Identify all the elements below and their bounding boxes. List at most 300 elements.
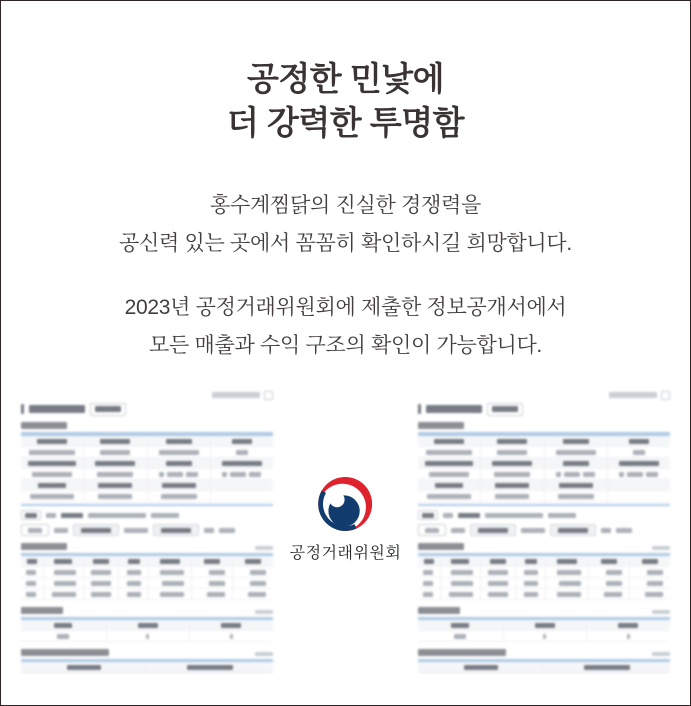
doc-section-deposit: [21, 648, 273, 656]
disclosure-paragraph: [1, 289, 690, 365]
blurred-text-bar: [563, 461, 589, 466]
doc-button: [153, 524, 199, 536]
doc-table-row: [418, 491, 670, 502]
doc-table-cell: [516, 578, 546, 588]
blurred-text-bar: [488, 581, 508, 586]
blurred-text-bar: [418, 649, 506, 656]
blurred-text-bar: [429, 472, 469, 477]
doc-table-cell: [84, 578, 119, 588]
doc-table-cell: [233, 556, 273, 566]
blurred-text-bar: [495, 494, 529, 499]
doc-table-cell: [233, 567, 273, 577]
doc-table-cell: [119, 567, 149, 577]
doc-table-cell: [211, 469, 273, 479]
doc-table-cell: [418, 458, 481, 468]
blurred-text-bar: [98, 494, 132, 499]
blurred-text-bar: [454, 634, 466, 639]
blurred-text-bar: [451, 581, 473, 586]
doc-table-cell: [608, 447, 670, 457]
doc-table-cell: [418, 631, 504, 641]
doc-table-cell: [589, 556, 629, 566]
blurred-text-bar: [490, 559, 506, 564]
blurred-text-bar: [557, 592, 581, 597]
doc-table-overview: [21, 432, 273, 502]
doc-table-cell: [107, 631, 190, 641]
blurred-text-bar: [524, 592, 538, 597]
blurred-text-bar: [21, 543, 67, 550]
doc-table-cell: [148, 491, 211, 501]
blurred-text-bar: [127, 592, 141, 597]
doc-table-cell: [418, 567, 441, 577]
doc-table-outlets: [21, 553, 273, 600]
doc-table-cell: [630, 578, 670, 588]
doc-table-cell: [149, 556, 192, 566]
doc-table-cell: [84, 480, 147, 490]
doc-notice-controls: [21, 524, 273, 536]
blurred-text-bar: [160, 570, 184, 575]
blurred-text-bar: [167, 472, 183, 477]
doc-table-cell: [630, 589, 670, 599]
blurred-text-bar: [427, 494, 471, 499]
blurred-text-bar: [606, 581, 622, 586]
doc-table-row: [21, 436, 273, 447]
doc-table-cell: [441, 567, 481, 577]
blurred-text-bar: [37, 439, 67, 444]
doc-table-cell: [148, 447, 211, 457]
blurred-text-bar: [159, 450, 199, 455]
doc-table-cell: [21, 469, 84, 479]
blurred-text-bar: [32, 472, 72, 477]
blurred-text-bar: [619, 461, 659, 466]
doc-table-cell: [481, 480, 544, 490]
doc-table-cell: [21, 620, 107, 630]
blurred-text-bar: [557, 570, 581, 575]
blurred-text-bar: [162, 581, 184, 586]
doc-table-row: [21, 662, 273, 673]
blurred-text-bar: [128, 559, 140, 564]
doc-table-cell: [516, 556, 546, 566]
blurred-text-bar: [451, 528, 465, 533]
blurred-text-bar: [91, 570, 111, 575]
blurred-text-bar: [435, 483, 463, 488]
blurred-text-bar: [423, 592, 433, 597]
blurred-text-bar: [559, 581, 581, 586]
doc-table-cell: [21, 589, 44, 599]
blurred-text-bar: [245, 559, 261, 564]
doc-table-cell: [149, 578, 192, 588]
blurred-text-bar: [485, 513, 543, 518]
blurred-text-bar: [21, 607, 63, 614]
blurred-text-bar: [583, 472, 595, 477]
blurred-text-bar: [488, 592, 508, 597]
doc-table-cell: [544, 662, 670, 672]
blurred-text-bar: [67, 665, 101, 670]
doc-table-cell: [545, 491, 608, 501]
blurred-text-bar: [524, 570, 538, 575]
doc-table-cell: [211, 480, 273, 490]
doc-table-cell: [418, 469, 481, 479]
blurred-text-bar: [81, 528, 111, 533]
doc-table-cell: [149, 567, 192, 577]
doc-table-cell: [44, 578, 84, 588]
blurred-text-bar: [646, 472, 658, 477]
document-thumbnail-2: [418, 391, 670, 673]
doc-table-cell: [418, 556, 441, 566]
blurred-text-bar: [556, 450, 596, 455]
blurred-text-bar: [100, 439, 130, 444]
blurred-text-bar: [161, 494, 197, 499]
doc-table-cell: [481, 447, 544, 457]
blurred-text-bar: [558, 528, 588, 533]
blurred-text-bar: [488, 570, 508, 575]
doc-table-row: [418, 620, 670, 631]
blurred-text-bar: [124, 528, 148, 533]
doc-table-cell: [21, 491, 84, 501]
blurred-text-bar: [222, 461, 262, 466]
doc-table-deposit: [21, 659, 273, 673]
doc-notice-controls: [418, 524, 670, 536]
doc-table-row: [21, 556, 273, 567]
blurred-text-bar: [54, 570, 76, 575]
blurred-text-bar: [434, 439, 464, 444]
blurred-text-bar: [652, 652, 670, 656]
blurred-text-bar: [647, 581, 663, 586]
title-line-1: 공정한 민낯에: [247, 60, 444, 97]
blurred-text-bar: [492, 461, 532, 466]
blurred-text-bar: [633, 450, 645, 455]
blurred-text-bar: [618, 623, 638, 628]
doc-section-fee: [418, 606, 670, 614]
doc-table-cell: [481, 436, 544, 446]
doc-table-cell: [148, 458, 211, 468]
doc-table-row: [418, 578, 670, 589]
blurred-text-bar: [584, 665, 630, 670]
doc-table-cell: [148, 436, 211, 446]
blurred-text-bar: [204, 559, 220, 564]
doc-table-cell: [546, 556, 589, 566]
doc-table-cell: [418, 491, 481, 501]
doc-table-cell: [481, 469, 544, 479]
doc-table-cell: [608, 469, 670, 479]
blurred-text-bar: [166, 439, 192, 444]
blurred-text-bar: [619, 472, 624, 477]
blurred-text-bar: [93, 559, 109, 564]
table-accent-bar: [21, 504, 273, 506]
doc-table-cell: [418, 447, 481, 457]
blurred-text-bar: [418, 404, 421, 414]
doc-table-cell: [608, 491, 670, 501]
blurred-text-bar: [627, 472, 643, 477]
blurred-text-bar: [207, 592, 225, 597]
blurred-text-bar: [26, 581, 36, 586]
doc-table-overview: [418, 432, 670, 502]
blurred-text-bar: [230, 472, 246, 477]
doc-table-cell: [587, 620, 670, 630]
doc-table-row: [21, 480, 273, 491]
blurred-text-bar: [46, 513, 56, 518]
doc-table-cell: [192, 567, 232, 577]
blurred-text-bar: [255, 652, 273, 656]
doc-heading: [418, 403, 670, 415]
blurred-text-bar: [426, 450, 472, 455]
doc-table-row: [21, 589, 273, 600]
blurred-text-bar: [604, 592, 622, 597]
blurred-text-bar: [249, 472, 261, 477]
blurred-text-bar: [525, 559, 537, 564]
blurred-text-bar: [54, 528, 68, 533]
blurred-text-bar: [418, 543, 464, 550]
blurred-text-bar: [425, 528, 439, 533]
doc-table-cell: [481, 491, 544, 501]
doc-section-fee: [21, 606, 273, 614]
doc-table-row: [21, 631, 273, 642]
blurred-text-bar: [95, 406, 121, 412]
doc-table-cell: [190, 631, 273, 641]
doc-section-overview: [418, 421, 670, 429]
blurred-text-bar: [61, 513, 83, 518]
doc-chip: [90, 403, 126, 416]
doc-notice-line: [21, 509, 273, 521]
doc-table-fee: [418, 617, 670, 642]
doc-table-fee: [21, 617, 273, 642]
intro-line-1: 홍수계찜닭의 진실한 경쟁력을: [210, 194, 481, 217]
blurred-text-bar: [451, 623, 469, 628]
page-title: [1, 1, 690, 145]
blurred-text-bar: [30, 494, 74, 499]
blurred-text-bar: [524, 581, 538, 586]
blurred-text-bar: [250, 581, 266, 586]
doc-table-cell: [481, 578, 516, 588]
doc-table-cell: [84, 556, 119, 566]
blurred-text-bar: [209, 581, 225, 586]
blurred-text-bar: [609, 392, 657, 398]
blurred-text-bar: [232, 439, 252, 444]
doc-table-cell: [44, 556, 84, 566]
doc-section-outlets: [21, 542, 273, 550]
doc-table-row: [418, 447, 670, 458]
blurred-text-bar: [557, 559, 577, 564]
doc-toolbar: [418, 391, 670, 399]
doc-table-cell: [21, 662, 147, 672]
blurred-text-bar: [91, 592, 111, 597]
doc-section-deposit: [418, 648, 670, 656]
doc-table-cell: [546, 578, 589, 588]
doc-heading: [21, 403, 273, 415]
disclosure-line-2: 모든 매출과 수익 구조의 확인이 가능합니다.: [149, 334, 542, 357]
doc-section-overview: [21, 421, 273, 429]
blurred-text-bar: [88, 513, 146, 518]
blurred-text-bar: [222, 472, 227, 477]
doc-table-row: [418, 567, 670, 578]
blurred-text-bar: [548, 513, 576, 518]
blurred-text-bar: [57, 634, 69, 639]
blurred-text-bar: [21, 422, 67, 429]
blurred-text-bar: [497, 450, 527, 455]
disclosure-line-1: 2023년 공정거래위원회에 제출한 정보공개서에서: [124, 296, 567, 319]
doc-section-outlets: [418, 542, 670, 550]
blurred-text-bar: [647, 570, 663, 575]
blurred-text-bar: [426, 405, 482, 413]
doc-table-row: [418, 662, 670, 673]
blurred-text-bar: [38, 483, 66, 488]
doc-table-cell: [418, 620, 504, 630]
doc-chip: [21, 510, 41, 520]
doc-table-cell: [21, 447, 84, 457]
blurred-text-bar: [564, 472, 580, 477]
blurred-text-bar: [606, 570, 622, 575]
doc-table-outlets: [418, 553, 670, 600]
blurred-text-bar: [212, 392, 260, 398]
blurred-text-bar: [204, 528, 214, 533]
doc-table-cell: [21, 436, 84, 446]
table-accent-bar: [418, 504, 670, 506]
blurred-text-bar: [26, 592, 36, 597]
blurred-text-bar: [127, 570, 141, 575]
doc-table-cell: [21, 458, 84, 468]
blurred-text-bar: [54, 581, 76, 586]
blurred-text-bar: [161, 528, 191, 533]
doc-table-cell: [84, 491, 147, 501]
blurred-text-bar: [98, 483, 132, 488]
doc-table-row: [418, 631, 670, 642]
blurred-text-bar: [138, 623, 158, 628]
doc-table-cell: [233, 589, 273, 599]
blurred-text-bar: [91, 581, 111, 586]
doc-table-cell: [44, 589, 84, 599]
blurred-text-bar: [497, 439, 527, 444]
blurred-text-bar: [219, 528, 235, 533]
doc-table-cell: [516, 567, 546, 577]
doc-table-row: [21, 620, 273, 631]
blurred-text-bar: [255, 546, 273, 550]
blurred-text-bar: [495, 483, 529, 488]
blurred-text-bar: [127, 581, 141, 586]
blurred-text-bar: [492, 406, 518, 412]
doc-chip: [21, 524, 49, 536]
doc-table-cell: [418, 589, 441, 599]
blurred-text-bar: [521, 528, 545, 533]
blurred-text-bar: [451, 570, 473, 575]
blurred-text-bar: [652, 610, 670, 614]
blurred-text-bar: [186, 472, 198, 477]
doc-table-cell: [192, 556, 232, 566]
blurred-text-bar: [54, 623, 72, 628]
doc-button: [550, 524, 596, 536]
intro-paragraph: [1, 187, 690, 263]
doc-table-cell: [481, 567, 516, 577]
blurred-text-bar: [558, 494, 594, 499]
doc-table-cell: [21, 631, 107, 641]
blurred-text-bar: [627, 634, 630, 639]
government-emblem-icon: [318, 477, 372, 531]
doc-table-cell: [589, 589, 629, 599]
doc-toolbar: [21, 391, 273, 399]
doc-table-cell: [84, 436, 147, 446]
blurred-text-bar: [645, 592, 663, 597]
blurred-text-bar: [458, 513, 480, 518]
blurred-text-bar: [95, 461, 135, 466]
doc-chip: [418, 524, 446, 536]
blurred-text-bar: [423, 581, 433, 586]
doc-table-cell: [481, 458, 544, 468]
blurred-text-bar: [146, 634, 149, 639]
doc-button: [73, 524, 119, 536]
blurred-text-bar: [250, 570, 266, 575]
doc-table-cell: [418, 578, 441, 588]
doc-table-cell: [119, 556, 149, 566]
intro-line-2: 공신력 있는 곳에서 꼼꼼히 확인하시길 희망합니다.: [119, 232, 572, 255]
doc-table-cell: [545, 458, 608, 468]
title-line-2: 더 강력한 투명함: [227, 104, 464, 141]
doc-table-row: [21, 567, 273, 578]
blurred-text-bar: [160, 592, 184, 597]
blurred-text-bar: [422, 513, 434, 518]
blurred-text-bar: [478, 528, 508, 533]
doc-table-cell: [441, 589, 481, 599]
doc-table-cell: [504, 620, 587, 630]
doc-table-cell: [21, 480, 84, 490]
blurred-text-bar: [230, 634, 233, 639]
doc-notice-line: [418, 509, 670, 521]
doc-table-cell: [608, 458, 670, 468]
blurred-text-bar: [162, 483, 196, 488]
doc-table-cell: [589, 567, 629, 577]
doc-table-cell: [587, 631, 670, 641]
blurred-text-bar: [28, 528, 42, 533]
blurred-text-bar: [601, 528, 611, 533]
doc-window-icon: [264, 391, 273, 400]
blurred-text-bar: [543, 634, 546, 639]
doc-table-row: [21, 578, 273, 589]
doc-table-cell: [21, 556, 44, 566]
doc-table-cell: [589, 578, 629, 588]
blurred-text-bar: [151, 513, 179, 518]
doc-table-cell: [84, 567, 119, 577]
doc-table-cell: [84, 589, 119, 599]
blurred-text-bar: [424, 559, 434, 564]
ftc-logo-label: 공정거래위원회: [289, 545, 402, 562]
blurred-text-bar: [535, 623, 555, 628]
blurred-text-bar: [29, 450, 75, 455]
doc-chip: [487, 403, 523, 416]
document-thumbnail-1: [21, 391, 273, 673]
blurred-text-bar: [160, 559, 180, 564]
blurred-text-bar: [26, 570, 36, 575]
doc-table-cell: [211, 436, 273, 446]
doc-table-row: [418, 556, 670, 567]
doc-table-row: [418, 458, 670, 469]
doc-window-icon: [661, 391, 670, 400]
doc-table-row: [418, 480, 670, 491]
doc-chip: [418, 510, 438, 520]
blurred-text-bar: [464, 665, 498, 670]
doc-table-cell: [418, 436, 481, 446]
doc-table-cell: [192, 589, 232, 599]
doc-table-cell: [504, 631, 587, 641]
doc-table-cell: [545, 436, 608, 446]
blurred-text-bar: [52, 592, 76, 597]
blurred-text-bar: [100, 450, 130, 455]
doc-table-row: [21, 469, 273, 480]
doc-table-cell: [630, 556, 670, 566]
blurred-text-bar: [642, 559, 658, 564]
doc-table-cell: [546, 567, 589, 577]
blurred-text-bar: [27, 559, 37, 564]
blurred-text-bar: [418, 607, 460, 614]
doc-table-row: [418, 589, 670, 600]
doc-table-cell: [545, 447, 608, 457]
blurred-text-bar: [418, 422, 464, 429]
